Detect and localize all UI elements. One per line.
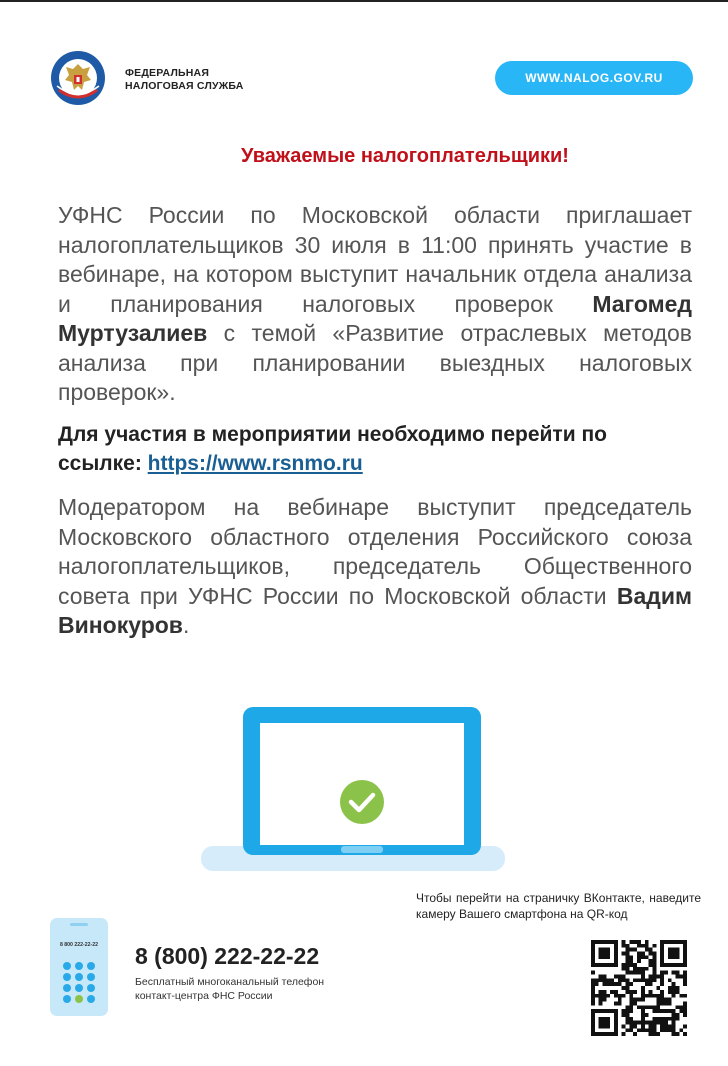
org-name-line1: ФЕДЕРАЛЬНАЯ	[125, 67, 210, 79]
laptop-check-icon	[200, 705, 506, 871]
website-button-label: WWW.NALOG.GOV.RU	[525, 71, 663, 85]
moderator-text-after: .	[182, 612, 190, 638]
cta-text: Для участия в мероприятии необходимо перейти по ссылке:	[58, 423, 607, 475]
org-name-line2: НАЛОГОВАЯ СЛУЖБА	[125, 80, 244, 92]
moderator-text-before: Модератором на вебинаре выступит председатель Московского областного отделения Российского союза налогоплательщиков, председатель Общественного совета при УФНС России по Московской области	[58, 494, 692, 609]
greeting-heading: Уважаемые налогоплательщики!	[241, 145, 569, 167]
phone-keypad-icon	[50, 918, 108, 1016]
fns-emblem-icon	[50, 50, 106, 106]
registration-link[interactable]: https://www.rsnmo.ru	[147, 452, 363, 475]
qr-caption: Чтобы перейти на страничку ВКонтакте, наведите камеру Вашего смартфона на QR-код	[416, 891, 701, 921]
invitation-text-before: УФНС России по Московской области приглашает налогоплательщиков 30 июля в 11:00 принять участие в вебинаре, на котором выступит начальник отдела анализа и планирования налоговых проверок	[58, 202, 692, 317]
hotline-number: 8 (800) 222-22-22	[135, 943, 320, 969]
top-border	[0, 0, 728, 2]
website-button[interactable]	[495, 61, 693, 95]
hotline-caption	[135, 975, 324, 1003]
invitation-paragraph	[58, 201, 692, 408]
qr-code-icon[interactable]	[587, 940, 691, 1036]
speaker-name: Магомед Муртузалиев	[58, 290, 692, 346]
hotline-caption-line1: Бесплатный многоканальный телефон	[135, 976, 325, 988]
phone-screen-number: 8 800 222-22-22	[59, 942, 99, 948]
invitation-text-after: с темой «Развитие отраслевых методов анализа при планировании выездных налоговых проверок».	[58, 320, 692, 405]
moderator-name: Вадим Винокуров	[58, 582, 692, 638]
participation-cta	[58, 420, 692, 478]
org-name	[125, 67, 244, 93]
moderator-paragraph	[58, 493, 692, 641]
hotline-caption-line2: контакт-центра ФНС России	[135, 990, 273, 1002]
